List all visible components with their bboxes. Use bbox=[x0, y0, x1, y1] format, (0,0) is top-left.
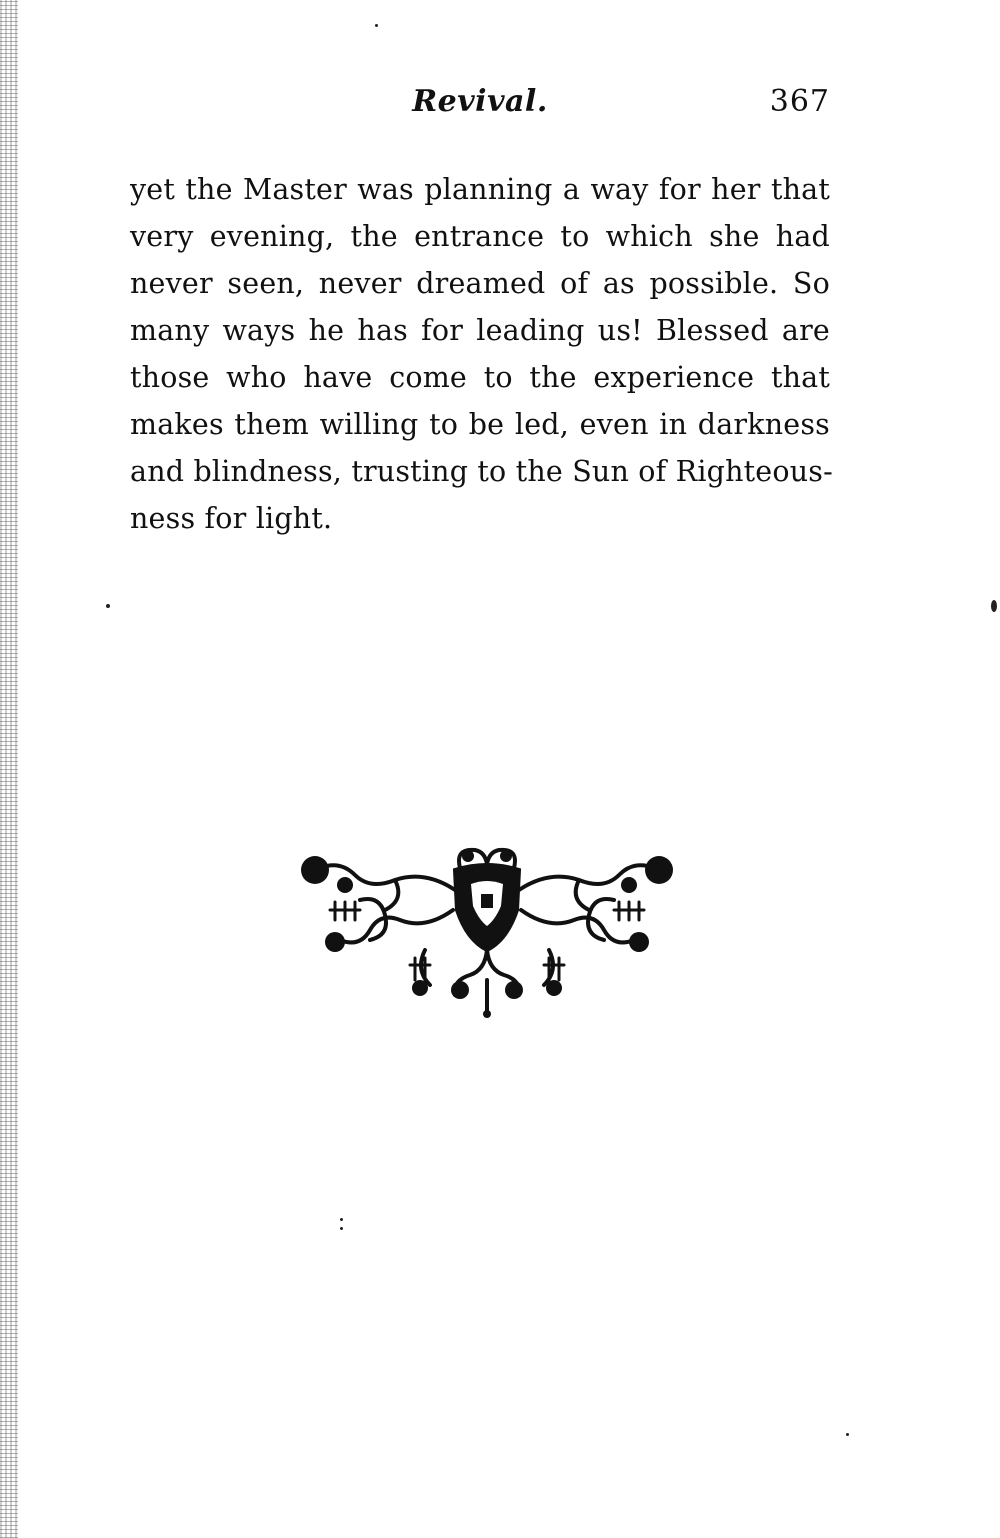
text-line-8: ness for light. bbox=[130, 502, 333, 535]
text-line-4: many ways he has for leading us! Blessed are bbox=[130, 314, 830, 347]
paper-speck bbox=[106, 604, 110, 608]
paper-speck bbox=[340, 1218, 343, 1221]
text-line-5: those who have come to the experience that bbox=[130, 361, 830, 394]
running-title: Revival. bbox=[412, 84, 548, 119]
text-line-6: makes them willing to be led, even in darkness bbox=[130, 408, 830, 441]
text-line-3: never seen, never dreamed of as possible. So bbox=[130, 267, 830, 300]
floral-tailpiece-ornament-icon bbox=[285, 840, 690, 1020]
paper-speck bbox=[375, 24, 378, 27]
paper-speck bbox=[846, 1433, 849, 1436]
page-binding-edge bbox=[0, 0, 18, 1538]
text-line-1: yet the Master was planning a way for her that bbox=[130, 173, 830, 206]
running-head bbox=[130, 84, 830, 128]
body-text bbox=[130, 166, 833, 542]
paper-speck bbox=[340, 1227, 343, 1230]
page-number: 367 bbox=[769, 84, 830, 119]
paper-speck bbox=[991, 600, 997, 612]
text-line-2: very evening, the entrance to which she had bbox=[130, 220, 830, 253]
text-line-7: and blindness, trusting to the Sun of Righteous- bbox=[130, 455, 833, 488]
